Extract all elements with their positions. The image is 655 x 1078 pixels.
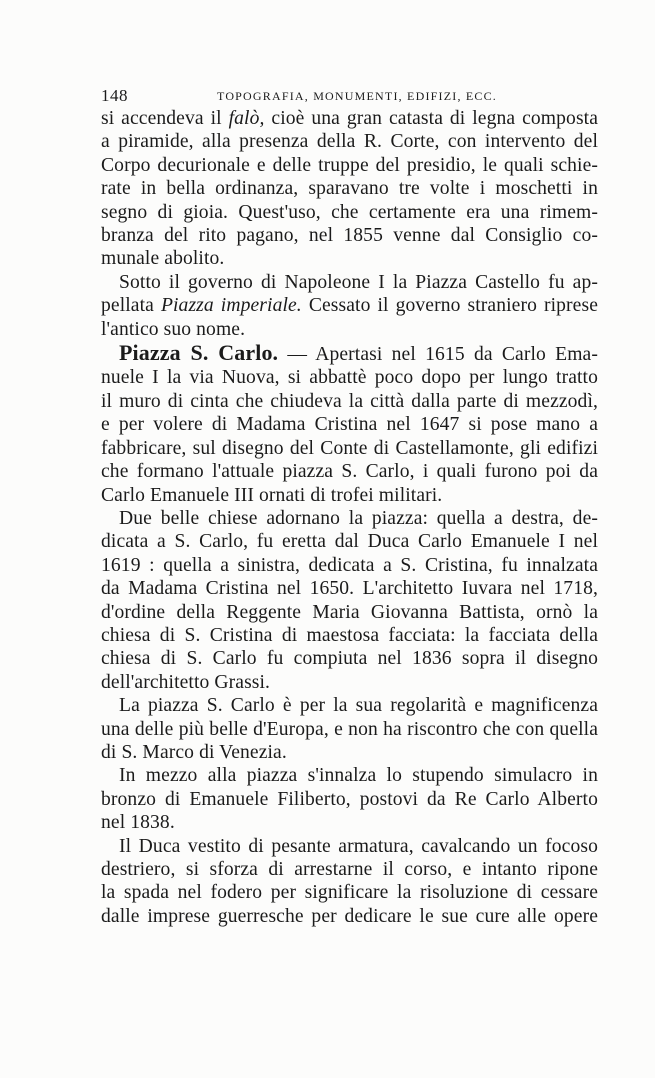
text-line: una delle più belle d'Europa, e non ha riscontro che con quella xyxy=(101,718,598,740)
text-line: la spada nel fodero per significare la risoluzione di cessare xyxy=(101,882,598,904)
text-line: branza del rito pagano, nel 1855 venne dal Consiglio co- xyxy=(101,225,598,247)
paragraph xyxy=(101,694,598,764)
text-line: l'antico suo nome. xyxy=(101,318,246,340)
text-line: e per volere di Madama Cristina nel 1647 si pose mano a xyxy=(101,414,598,436)
page-header xyxy=(101,86,598,108)
text-line: destriero, si sforza di arrestarne il corso, e intanto ripone xyxy=(101,859,598,880)
text-line: Due belle chiese adornano la piazza: quella a destra, de- xyxy=(119,507,598,529)
text-line: nuele I la via Nuova, si abbattè poco dopo per lungo tratto xyxy=(101,367,598,389)
page-body-text xyxy=(101,107,598,928)
paragraph xyxy=(101,835,598,929)
text-line: Sotto il governo di Napoleone I la Piazza Castello fu ap- xyxy=(119,271,598,293)
text-line: rate in bella ordinanza, sparavano tre volte i moschetti in xyxy=(101,178,598,200)
paragraph xyxy=(101,341,598,507)
text-line: Il Duca vestito di pesante armatura, cavalcando un focoso xyxy=(119,835,598,857)
text-line: che formano l'attuale piazza S. Carlo, i quali furono poi da xyxy=(101,461,598,483)
text-line: munale abolito. xyxy=(101,248,225,270)
text-line: In mezzo alla piazza s'innalza lo stupendo simulacro in xyxy=(119,765,598,787)
paragraph xyxy=(101,107,598,271)
text-line: dalle imprese guerresche per dedicare le sue cure alle opere xyxy=(101,905,598,927)
text-line: a piramide, alla presenza della R. Corte, con intervento del xyxy=(101,131,598,153)
text-line: 1619 : quella a sinistra, dedicata a S. Cristina, fu innalzata xyxy=(101,554,598,576)
text-line: Carlo Emanuele III ornati di trofei militari. xyxy=(101,484,443,506)
section-heading: Piazza S. Carlo. xyxy=(119,340,279,366)
text-line: segno di gioia. Quest'uso, che certamente era una rimem- xyxy=(101,201,598,223)
text-line: d'ordine della Reggente Maria Giovanna Battista, ornò la xyxy=(101,601,598,623)
text-line: chiesa di S. Carlo fu compiuta nel 1836 sopra il disegno xyxy=(101,648,598,670)
text-line: nel 1838. xyxy=(101,812,175,834)
page-number: 148 xyxy=(101,86,128,105)
paragraph xyxy=(101,271,598,341)
text-line: dell'architetto Grassi. xyxy=(101,671,271,693)
text-line: Piazza S. Carlo. — Apertasi nel 1615 da Carlo Ema- xyxy=(119,340,598,366)
running-head: TOPOGRAFIA, MONUMENTI, EDIFIZI, ECC. xyxy=(217,89,497,103)
text-line: La piazza S. Carlo è per la sua regolarità e magnificenza xyxy=(119,695,598,717)
text-line: di S. Marco di Venezia. xyxy=(101,741,287,763)
text-line: bronzo di Emanuele Filiberto, postovi da Re Carlo Alberto xyxy=(101,788,598,810)
paragraph xyxy=(101,764,598,834)
text-line: il muro di cinta che chiudeva la città dalla parte di mezzodì, xyxy=(101,390,598,412)
italic-text: falò, xyxy=(228,108,265,129)
text-line: si accendeva il falò, cioè una gran catasta di legna composta xyxy=(101,108,599,129)
text-line: dicata a S. Carlo, fu eretta dal Duca Carlo Emanuele I nel xyxy=(101,531,598,553)
text-line: pellata Piazza imperiale. Cessato il governo straniero riprese xyxy=(101,295,598,317)
text-line: fabbricare, sul disegno del Conte di Castellamonte, gli edifizi xyxy=(101,437,598,459)
text-line: da Madama Cristina nel 1650. L'architetto Iuvara nel 1718, xyxy=(101,578,598,600)
text-line: chiesa di S. Cristina di maestosa facciata: la facciata della xyxy=(101,624,598,646)
italic-text: Piazza imperiale. xyxy=(160,295,302,317)
paragraph xyxy=(101,507,598,694)
text-line: Corpo decurionale e delle truppe del presidio, le quali schie- xyxy=(101,154,598,176)
